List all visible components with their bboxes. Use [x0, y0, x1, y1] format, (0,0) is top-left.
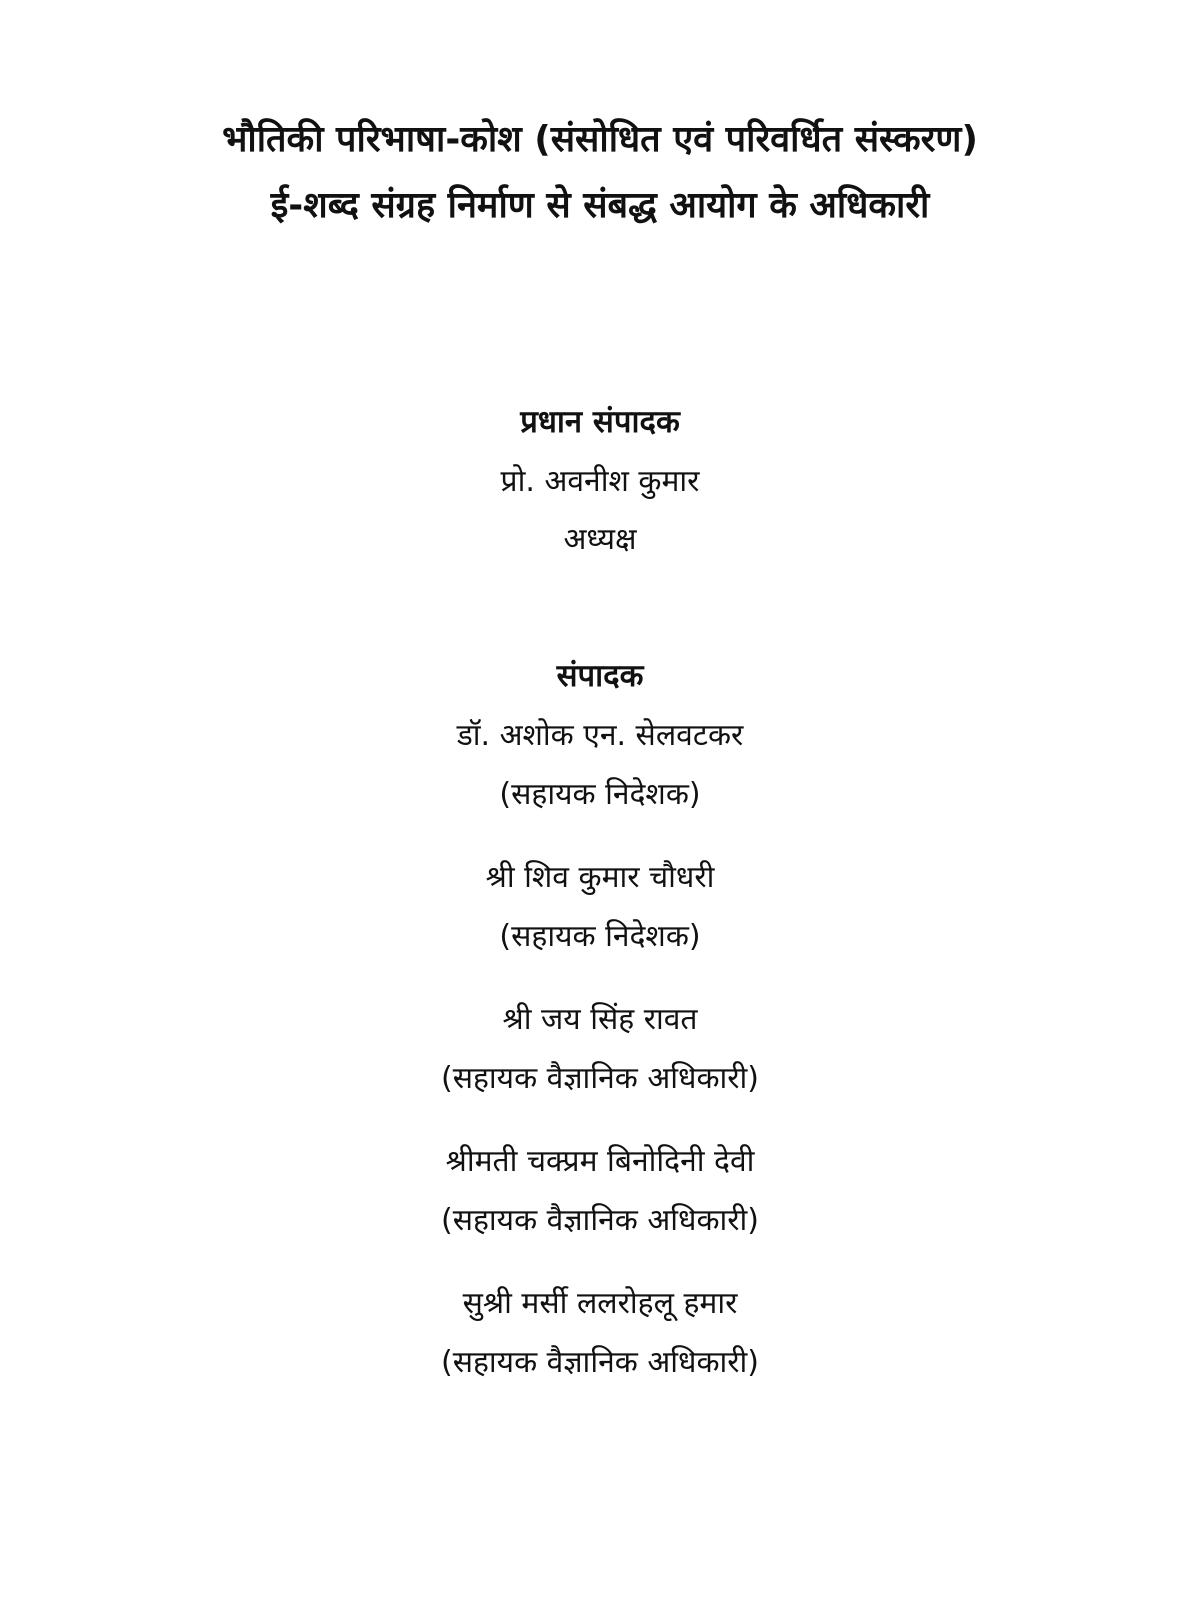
- chief-editor-designation: अध्यक्ष: [563, 522, 637, 557]
- editor-name: श्री शिव कुमार चौधरी: [485, 860, 715, 895]
- editor-name: श्री जय सिंह रावत: [502, 1002, 698, 1037]
- editor-designation: (सहायक वैज्ञानिक अधिकारी): [440, 1061, 760, 1096]
- editor-designation: (सहायक वैज्ञानिक अधिकारी): [440, 1203, 760, 1238]
- editor-designation: (सहायक निदेशक): [499, 777, 701, 812]
- editor-designation: (सहायक वैज्ञानिक अधिकारी): [440, 1345, 760, 1380]
- title-line-2: ई-शब्द संग्रह निर्माण से संबद्ध आयोग के अधिकारी: [270, 185, 930, 226]
- editor-name: सुश्री मर्सी ललरोहलू हमार: [462, 1286, 738, 1321]
- chief-editor-heading: प्रधान संपादक: [520, 404, 680, 440]
- title-line-1: भौतिकी परिभाषा-कोश (संसोधित एवं परिवर्धित संस्करण): [222, 119, 978, 160]
- chief-editor-name: प्रो. अवनीश कुमार: [500, 464, 700, 499]
- editor-name: श्रीमती चक्प्रम बिनोदिनी देवी: [445, 1144, 755, 1179]
- editors-heading: संपादक: [556, 658, 644, 694]
- editor-designation: (सहायक निदेशक): [499, 919, 701, 954]
- editor-name: डॉ. अशोक एन. सेलवटकर: [456, 718, 744, 753]
